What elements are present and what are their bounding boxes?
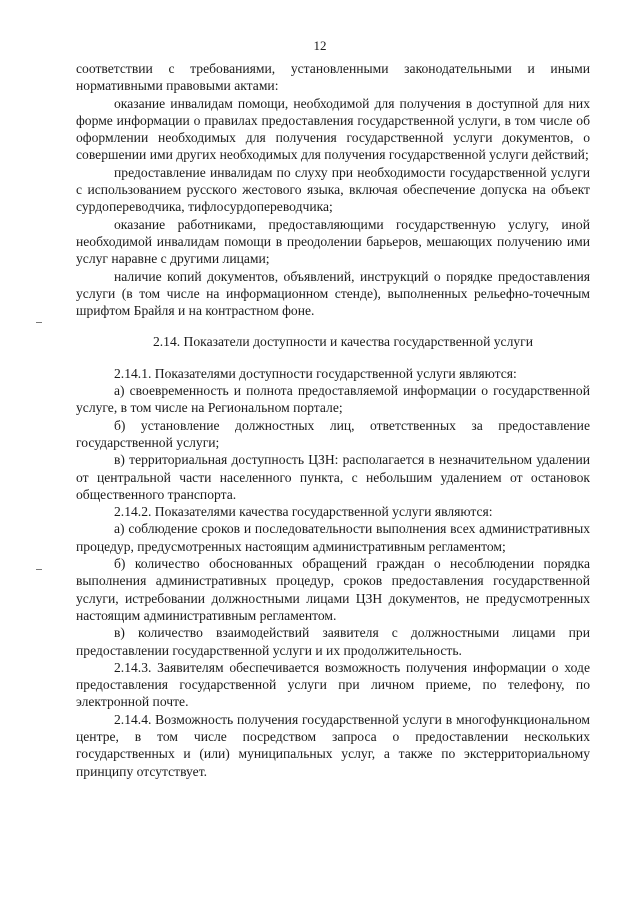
paragraph: б) установление должностных лиц, ответственных за предоставление государственной услуги;	[76, 417, 590, 450]
paragraph: предоставление инвалидам по слуху при необходимости государственной услуги с использованием русского жестового языка, включая обеспечение допуска на объект сурдопереводчика, тифлосурдопереводчика;	[76, 164, 590, 215]
paragraph: 2.14.4. Возможность получения государственной услуги в многофункциональном центре, в том числе посредством запроса о предоставлении нескольких государственных и (или) муниципальных услуг, а также по экстерриториальному принципу отсутствует.	[76, 711, 590, 779]
scan-margin-mark	[36, 322, 42, 323]
document-body	[76, 60, 590, 780]
paragraph: 2.14.3. Заявителям обеспечивается возможность получения информации о ходе предоставления государственной услуги при личном приеме, по телефону, по электронной почте.	[76, 659, 590, 710]
paragraph: а) соблюдение сроков и последовательности выполнения всех административных процедур, предусмотренных настоящим административным регламентом;	[76, 521, 590, 554]
paragraph: оказание инвалидам помощи, необходимой для получения в доступной для них форме информации о правилах предоставления государственной услуги, в том числе об оформлении необходимых для получения государственной услуги документов, о совершении ими других необходимых для получения государственной услуги действий;	[76, 95, 590, 163]
paragraph: 2.14.1. Показателями доступности государственной услуги являются:	[114, 365, 517, 381]
paragraph: соответствии с требованиями, установленными законодательными и иными нормативными правовыми актами:	[76, 61, 590, 94]
page-number: 12	[313, 38, 327, 53]
paragraph: в) количество взаимодействий заявителя с должностными лицами при предоставлении государственной услуги и их продолжительность.	[76, 625, 590, 658]
section-heading: 2.14. Показатели доступности и качества государственной услуги	[152, 334, 534, 350]
paragraph: оказание работниками, предоставляющими государственную услугу, иной необходимой инвалидам помощи в преодолении барьеров, мешающих получению ими услуг наравне с другими лицами;	[76, 216, 590, 267]
scan-margin-mark	[36, 569, 42, 570]
paragraph: а) своевременность и полнота предоставляемой информации о государственной услуге, в том числе на Региональном портале;	[76, 383, 590, 416]
paragraph: 2.14.2. Показателями качества государственной услуги являются:	[114, 504, 493, 520]
paragraph: наличие копий документов, объявлений, инструкций о порядке предоставления услуги (в том числе на информационном стенде), выполненных рельефно-точечным шрифтом Брайля и на контрастном фоне.	[76, 268, 590, 319]
paragraph: б) количество обоснованных обращений граждан о несоблюдении порядка выполнения административных процедур, сроков предоставления государственной услуги, истребовании должностными лицами ЦЗН документов, не предусмотренных настоящим административным регламентом.	[76, 556, 590, 623]
paragraph: в) территориальная доступность ЦЗН: располагается в незначительном удалении от центральной части населенного пункта, с небольшим удалением от остановок общественного транспорта.	[76, 452, 590, 502]
